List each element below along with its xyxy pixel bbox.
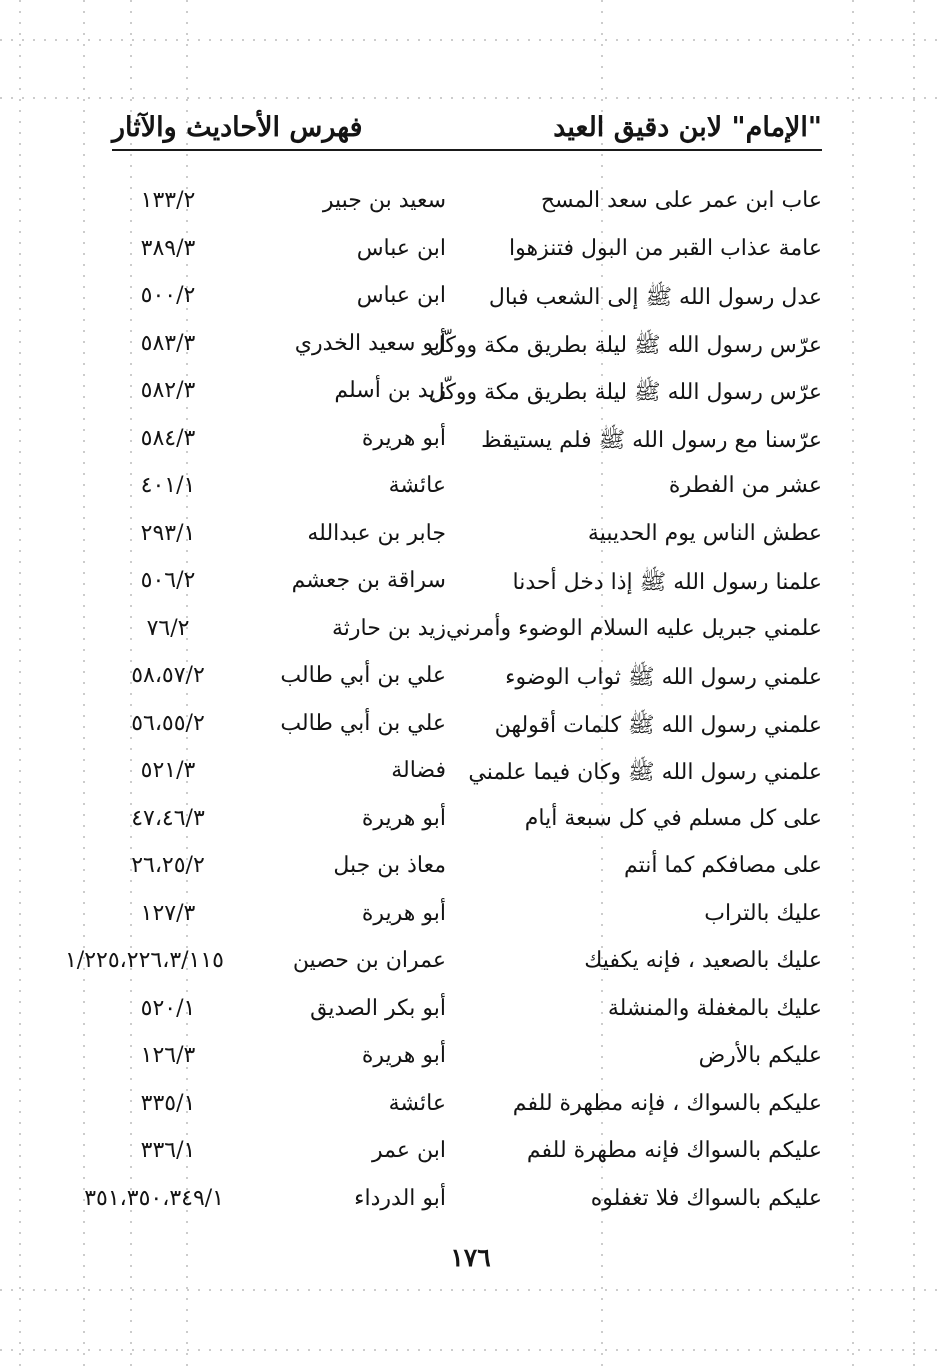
hadith-text: عشر من الفطرة xyxy=(668,473,822,498)
hadith-text: علمني رسول الله ﷺ كلمات أقولهن xyxy=(494,712,822,738)
hadith-index-list xyxy=(64,182,822,1227)
index-entry xyxy=(112,467,822,515)
volume-page-ref: ٢٦،٢٥/٢ xyxy=(131,853,205,878)
index-entry xyxy=(112,800,822,848)
narrator: ابن عمر xyxy=(372,1138,446,1163)
volume-page-ref: ٥٨٤/٣ xyxy=(140,425,196,451)
narrator: عائشة xyxy=(388,1090,446,1116)
index-entry xyxy=(112,1132,822,1180)
running-header xyxy=(112,106,822,150)
index-entry xyxy=(112,372,822,420)
narrator: أبو هريرة xyxy=(361,425,446,451)
index-entry xyxy=(84,1180,822,1228)
volume-page-ref: ٣٣٥/١ xyxy=(140,1090,196,1116)
index-entry xyxy=(64,942,822,990)
hadith-text: عاب ابن عمر على سعد المسح xyxy=(540,188,822,213)
hadith-text: على كل مسلم في كل سبعة أيام xyxy=(524,805,822,831)
narrator: زيد بن أسلم xyxy=(334,378,446,403)
volume-page-ref: ٤٠١/١ xyxy=(140,473,196,498)
hadith-text: عرّسنا مع رسول الله ﷺ فلم يستيقظ xyxy=(481,427,822,453)
hadith-text: على مصافكم كما أنتم xyxy=(623,853,822,878)
narrator: سعيد بن جبير xyxy=(322,188,446,213)
hadith-text: عليك بالمغفلة والمنشلة xyxy=(607,995,822,1021)
hadith-text: عليكم بالسواك فلا تغفلوه xyxy=(590,1185,822,1211)
hadith-text: عليك بالتراب xyxy=(704,900,822,926)
hadith-text: علمني رسول الله ﷺ ثواب الوضوء xyxy=(505,665,822,690)
narrator: عائشة xyxy=(388,473,446,498)
volume-page-ref: ١٣٣/٢ xyxy=(140,188,196,213)
index-entry xyxy=(112,182,822,230)
volume-page-ref: ٥٢٠/١ xyxy=(140,995,196,1021)
narrator: زيد بن حارثة xyxy=(332,615,446,641)
volume-page-ref: ٥٨٣/٣ xyxy=(140,330,196,356)
narrator: سراقة بن جعشم xyxy=(291,568,446,593)
hadith-text: عطش الناس يوم الحديبية xyxy=(587,520,822,546)
index-entry xyxy=(112,705,822,753)
narrator: عمران بن حصين xyxy=(292,948,446,973)
volume-page-ref: ٣٥١،٣٥٠،٣٤٩/١ xyxy=(84,1185,224,1211)
narrator: جابر بن عبدالله xyxy=(307,520,446,546)
narrator: علي بن أبي طالب xyxy=(280,710,446,736)
narrator: علي بن أبي طالب xyxy=(280,663,446,688)
index-entry xyxy=(112,562,822,610)
hadith-text: عليكم بالسواك ، فإنه مطهرة للفم xyxy=(512,1090,822,1116)
narrator: أبو هريرة xyxy=(361,900,446,926)
volume-page-ref: ٥٨٢/٣ xyxy=(140,378,196,403)
index-entry xyxy=(112,325,822,373)
index-entry xyxy=(112,420,822,468)
hadith-text: عرّس رسول الله ﷺ ليلة بطريق مكة ووكّل xyxy=(428,380,822,405)
index-entry xyxy=(112,847,822,895)
volume-page-ref: ١/٢٢٥،٢٢٦،٣/١١٥ xyxy=(64,948,224,973)
book-title: "الإمام" لابن دقيق العيد xyxy=(553,112,822,143)
index-entry xyxy=(112,277,822,325)
volume-page-ref: ١٢٦/٣ xyxy=(140,1043,196,1068)
index-entry xyxy=(112,895,822,943)
index-entry xyxy=(112,657,822,705)
index-entry xyxy=(112,515,822,563)
volume-page-ref: ١٢٧/٣ xyxy=(140,900,196,926)
header-rule xyxy=(112,149,822,151)
hadith-text: علمنا رسول الله ﷺ إذا دخل أحدنا xyxy=(512,570,822,595)
hadith-text: عرّس رسول الله ﷺ ليلة بطريق مكة ووكّل xyxy=(428,332,822,358)
index-entry xyxy=(112,752,822,800)
narrator: ابن عباس xyxy=(356,283,446,308)
volume-page-ref: ٥٠٠/٢ xyxy=(140,283,196,308)
index-entry xyxy=(112,990,822,1038)
hadith-text: عليك بالصعيد ، فإنه يكفيك xyxy=(584,948,822,973)
volume-page-ref: ٤٧،٤٦/٣ xyxy=(131,805,205,831)
hadith-text: عليكم بالأرض xyxy=(698,1043,822,1068)
hadith-text: علمني رسول الله ﷺ وكان فيما علمني xyxy=(468,760,822,785)
volume-page-ref: ٧٦/٢ xyxy=(146,615,190,641)
narrator: معاذ بن جبل xyxy=(333,853,446,878)
narrator: أبو سعيد الخدري xyxy=(294,330,446,356)
narrator: أبو هريرة xyxy=(361,1043,446,1068)
volume-page-ref: ٥٦،٥٥/٢ xyxy=(131,710,205,736)
narrator: ابن عباس xyxy=(356,235,446,261)
page-number: ١٧٦ xyxy=(450,1243,491,1272)
index-entry xyxy=(112,1085,822,1133)
volume-page-ref: ٣٨٩/٣ xyxy=(140,235,196,261)
hadith-text: عليكم بالسواك فإنه مطهرة للفم xyxy=(526,1138,822,1163)
hadith-text: عامة عذاب القبر من البول فتنزهوا xyxy=(509,235,822,261)
index-entry xyxy=(112,1037,822,1085)
volume-page-ref: ٢٩٣/١ xyxy=(140,520,196,546)
volume-page-ref: ٥٠٦/٢ xyxy=(140,568,196,593)
hadith-text: علمني جبريل عليه السلام الوضوء وأمرني xyxy=(446,615,822,641)
index-entry xyxy=(112,230,822,278)
narrator: فضالة xyxy=(391,758,446,783)
narrator: أبو هريرة xyxy=(361,805,446,831)
narrator: أبو الدرداء xyxy=(354,1185,446,1211)
hadith-text: عدل رسول الله ﷺ إلى الشعب فبال xyxy=(488,285,822,310)
volume-page-ref: ٥٢١/٣ xyxy=(140,758,196,783)
volume-page-ref: ٣٣٦/١ xyxy=(140,1138,196,1163)
index-entry xyxy=(112,610,822,658)
volume-page-ref: ٥٨،٥٧/٢ xyxy=(131,663,205,688)
section-title: فهرس الأحاديث والآثار xyxy=(112,112,363,143)
narrator: أبو بكر الصديق xyxy=(310,995,446,1021)
